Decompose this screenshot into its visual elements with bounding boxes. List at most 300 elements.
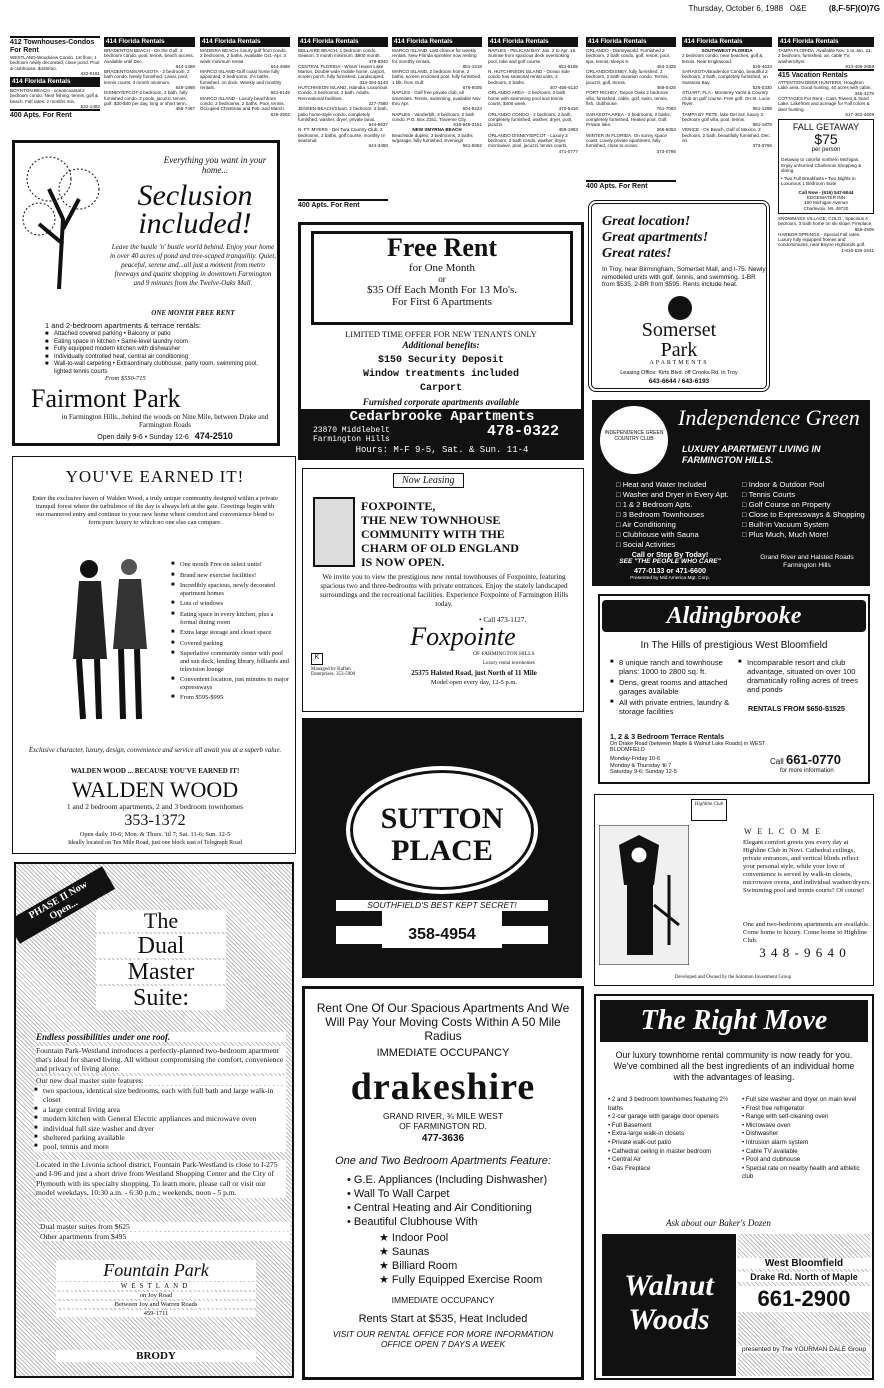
listing: BELLAIRE BEACH, 1 bedroom condo. Season, 3 month minimum. $900 month. — [298, 48, 381, 59]
feature-item: ■ Eating space in kitchen • Same-level laundry room — [45, 339, 275, 347]
hours-line: Monday-Friday 10-6 — [610, 756, 661, 762]
highline-developer: Developed and Owned by the Solomon Investment Group — [674, 975, 792, 980]
foxpointe-call: • Call 473-1127. — [479, 616, 527, 624]
fairmont-from: From $550-715 — [105, 375, 146, 382]
drakeshire-ad — [302, 986, 584, 1380]
listing-phone: 644-9637 — [368, 122, 388, 128]
feature-item: ■ One month Free on select units! — [171, 561, 291, 569]
walden-name: WALDEN WOOD — [71, 777, 239, 802]
listing: ORLANDO DISNEY/EPCOT - Luxury 2 bedroom, 2 bath condo, washer, dryer, microwave, pool, jacuzzi, tennis courts. — [488, 132, 568, 149]
feature-item: ■ a large central living area — [34, 1105, 286, 1114]
section-heading: 414 Florida Rentals — [200, 37, 290, 47]
feature-item: □ 1 & 2 Bedroom Apts. — [616, 500, 693, 509]
page-header: Thursday, October 6, 1988 O&E (8,F-5F)(O)7G — [688, 4, 880, 13]
dual-intro: Fountain Park-Westland introduces a perfectly-planned two-bedroom apartment that's ideal for shared living. All without compromising the comfort, convenience and privacy of living alone. — [36, 1046, 286, 1073]
feature-item: ■ Wall-to-wall carpeting • Extraordinary clubhouse, party room, swimming pool, lighted tennis courts — [45, 361, 275, 376]
section-heading: 414 Florida Rentals — [586, 37, 676, 47]
independence-see: SEE "THE PEOPLE WHO CARE" — [619, 558, 721, 565]
feature-item: • Extra-large walk-in closets — [608, 1130, 685, 1138]
fairmont-park-ad — [12, 140, 280, 446]
independence-presented: Presented by Mid America Mgt. Corp. — [630, 576, 710, 581]
fairmont-hours: Open daily 9-6 • Sunday 12-6 — [97, 434, 189, 441]
listing-phone: 981-1879 — [752, 122, 772, 128]
dual-price-2: Other apartments from $495 — [40, 1232, 290, 1241]
getaway-call: Call Now - (616) 547-6044 — [798, 189, 854, 195]
drakeshire-location — [305, 1111, 581, 1131]
section-heading: 414 Florida Rentals — [682, 37, 772, 47]
listing: MARCO ISLAND - Luxury beachfront condo. 2 bedrooms, 2 baths. Pool, tennis. Occupied Christmas and Feb. and March. — [200, 95, 286, 112]
somerset-phones: 643-6644 / 643-6193 — [648, 378, 710, 385]
listing: TAMPA FLORIDA. Available Nov. 1 to Jan. 21, 2 bedroom, furnished, air, cable TV, washer/dryer. — [778, 48, 872, 64]
feature-item: ■ sheltered parking available — [34, 1133, 286, 1142]
free-rent-title: Free Rent — [387, 233, 497, 262]
walden-tag: Exclusive character, luxury, design, convenience and service all await you at a superb value. — [28, 747, 282, 754]
section-heading: 414 Florida Rentals — [10, 77, 100, 87]
aldingbrooke-road: On Drake Road (between Maple & Walnut Lake Roads) in WEST BLOOMFIELD — [610, 741, 766, 754]
getaway-addr: 100 Michigan Avenue — [804, 200, 848, 206]
feature-item: • Central Air — [608, 1156, 641, 1164]
walden-sub: 1 and 2 bedroom apartments, 2 and 3 bedroom townhomes — [66, 802, 244, 811]
right-move-left — [608, 1096, 734, 1173]
cedarbrooke-hours: Hours: M-F 9-5, Sat. & Sun. 11-4 — [355, 445, 529, 455]
listing-phone: 345-4278 — [854, 90, 874, 96]
getaway-title: FALL GETAWAY — [792, 122, 860, 133]
cedarbrooke-ad — [298, 222, 584, 460]
listing: VENICE - On Beach, Gulf of Mexico. 2 bedroom, 2 bath, beautifully furnished. Dec. on. — [682, 127, 771, 144]
aldingbrooke-more: for more information — [780, 768, 834, 774]
independence-location: Grand River and Halsted Roads Farmington Hills — [760, 554, 854, 569]
classified-column-2 — [102, 36, 197, 124]
drakeshire-phone: 477-3636 — [421, 1133, 465, 1144]
feature-item: ■ Incomparable resort and club advantage, situated on over 100 dramatically rolling acres of trees and ponds — [738, 658, 866, 694]
independence-phones: 477-0133 or 471-6600 — [634, 566, 706, 575]
listing-phone: 455-7467 — [175, 106, 195, 112]
sutton-tag: SOUTHFIELD'S BEST KEPT SECRET! — [336, 900, 548, 911]
right-move-dozen: Ask about our Baker's Dozen — [666, 1218, 771, 1228]
aldingbrooke-ad — [598, 594, 870, 784]
section-heading: 414 Florida Rentals — [298, 37, 388, 47]
feature-item: • Wall To Wall Carpet — [347, 1188, 450, 1200]
fairmont-hours-line — [55, 431, 275, 441]
listing: STUART, FLA - Monterey Yacht & Country Club on golf course. Free golf. On St. Lucie River. — [682, 90, 771, 106]
benefit-deposit: $150 Security Deposit — [377, 355, 505, 366]
walden-slogan: WALDEN WOOD ... BECAUSE YOU'VE EARNED IT! — [70, 767, 240, 775]
drakeshire-headline: Rent One Of Our Spacious Apartments And We Will Pay Your Moving Costs Within A 50 Mile Radius — [316, 1001, 570, 1043]
aldingbrooke-left — [610, 658, 738, 716]
listing: WESTLAND-Woodview Condo, 1st floor, 1 bedroom newly decorated, close pond. Pool & clubhouse. $425/mo. — [10, 55, 100, 71]
drakeshire-visit: VISIT OUR RENTAL OFFICE FOR MORE INFORMATION OFFICE OPEN 7 DAYS A WEEK — [332, 1329, 554, 1349]
aldingbrooke-hours — [610, 756, 730, 776]
walden-wood-ad — [12, 456, 296, 854]
walnut-woods-area: West Bloomfield — [738, 1258, 870, 1269]
listing: MARCO ISLAND-Gulf coast home fully appointed, 2 bedrooms, 2½ baths, furnished, on dock. Weekly and monthly rentals. — [200, 69, 282, 91]
address-line: 23870 Middlebelt — [313, 426, 390, 435]
fountain-park-between: Between Joy and Warren Roads — [56, 1301, 256, 1308]
feature-item: □ Golf Course on Property — [742, 500, 831, 509]
hours-line: Monday & Thursday 'til 7 — [610, 762, 672, 769]
classified-column-1 — [8, 36, 102, 136]
listing: MADEIRA BEACH, luxury gulf front condo, 2 bedrooms, 2 baths. Available Oct.-Apr. 3 week minimum rental. — [200, 48, 287, 64]
listing-phone: 813-406-2658 — [845, 63, 874, 69]
walden-headline: YOU'VE EARNED IT! — [65, 467, 245, 486]
sutton-name-1: SUTTON — [380, 802, 504, 835]
walden-intro: Enter the exclusive haven of Walden Wood, a truly unique community designed within a private tranquil forest where the turbulence of the day is always left at the gate. Greetings begin with our mannered entry and continue to your new home where comfort and convenience blend to form pure luxury to which no one else can compare. — [32, 495, 278, 526]
feature-item: ★ Indoor Pool — [379, 1232, 449, 1244]
walnut-woods-info — [738, 1234, 870, 1376]
feature-item: • Range with self-cleaning oven — [742, 1113, 829, 1121]
listing-phone: 1-616-526-2641 — [841, 247, 874, 253]
country-club-seal — [600, 406, 668, 474]
listing: COTTAGES For Rent - Cass Towers & Sand Lake. Lakefront and acreage for Fall colors & deer hunting. — [778, 96, 870, 112]
feature-item: □ Clubhouse with Sauna — [616, 530, 699, 539]
classified-column-6 — [486, 36, 580, 216]
dual-title-4: Suite: — [96, 986, 226, 1010]
feature-item: ■ modern kitchen with General Electric appliances and microwave oven — [34, 1114, 286, 1123]
feature-item: □ Washer and Dryer in Every Apt. — [616, 490, 729, 499]
section-heading: 414 Florida Rentals — [392, 37, 482, 47]
fairmont-features — [45, 331, 275, 376]
feature-item: □ Indoor & Outdoor Pool — [742, 480, 825, 489]
seal-text: INDEPENDENCE GREEN COUNTRY CLUB — [604, 430, 664, 442]
cedarbrooke-footer — [301, 409, 583, 460]
listing-phone: 665-4505 — [854, 226, 874, 232]
feature-item: □ Tennis Courts — [742, 490, 795, 499]
listing-phone: 373-0766 — [656, 148, 676, 154]
free-rent-line-3: For First 6 Apartments — [392, 296, 492, 308]
section-heading: 414 Florida Rentals — [488, 37, 578, 47]
feature-item: • Cable TV available — [742, 1147, 798, 1155]
free-rent-line-1: for One Month — [409, 262, 475, 274]
feature-item: ■ Incredibly spacious, newly decorated apartment homes — [171, 582, 291, 597]
listing: MARCO ISLAND, 2 bedroom home, 2 baths, screen enclosed pool, fully furnished. 1 blk. from Gulf. — [392, 69, 482, 85]
foxpointe-address: 25375 Halsted Road, just North of 11 Mile — [411, 669, 537, 677]
feature-item: • Beautiful Clubhouse With — [347, 1216, 478, 1228]
listing: 2 bedroom condo, near beaches, golf & tennis. Near Englewood. — [682, 53, 763, 64]
listing-phone: 532-1482 — [80, 104, 100, 110]
aldingbrooke-right — [738, 658, 866, 694]
highline-welcome: W E L C O M E — [744, 827, 822, 836]
walden-hours: Open daily 10-6; Mon. & Thurs. 'til 7; Sat. 11-6; Sun. 12-5 — [79, 831, 231, 838]
listing: WINTER IN FLORIDA. On sunny space coast. Lovely private apartment, fully furnished, close to ocean. — [586, 132, 667, 149]
independence-green-ad — [592, 400, 870, 586]
cedarbrooke-address — [313, 426, 390, 444]
feature-item: ■ Convenient location, just minutes to major expressways — [171, 676, 291, 691]
highline-phone: 3 4 8 - 9 6 4 0 — [759, 945, 847, 960]
listing: Beachside duplex, 2 bedrooms, 2 baths w/garage, fully furnished. Evenings — [392, 132, 473, 144]
feature-item: • G.E. Appliances (Including Dishwasher) — [347, 1174, 548, 1186]
somerset-body: In Troy, near Birmingham, Somerset Mall, and I-75. Newly remodeled units with golf, tennis, and swimming. 1-BR from $535. 2-BR from $595. Rents include heat. — [602, 266, 766, 289]
listing-phone: 459-1983 — [558, 127, 578, 133]
feature-item: ■ Fully equipped modern kitchen with dishwasher — [45, 346, 275, 354]
feature-item: • Intrusion alarm system — [742, 1138, 809, 1146]
listing: ORLANDO/DISNEY, fully furnished, 2 bedroom, 2 bath vacation condo. Tennis, jacuzzi, golf, tennis. — [586, 69, 669, 85]
listing-phone: 644-3450 — [368, 143, 388, 149]
now-leasing: Now Leasing — [393, 473, 464, 488]
listing: JENSEN BEACH/Stuart, 2 bedroom, 2 bath, patio home-style condo, completely furnished, washer, dryer, private lanai. — [298, 106, 388, 122]
feature-item: • Special rate on nearby health and athletic club — [742, 1164, 860, 1181]
feature-item: ■ Eating space in every kitchen, plus a formal dining room — [171, 611, 291, 626]
fountain-park-sub: WESTLAND — [56, 1282, 256, 1290]
fairmont-location: in Farmington Hills...behind the woods on Nine Mile, between Drake and Farmington Roads — [61, 413, 269, 429]
feature-item: • Dishwasher — [742, 1130, 779, 1138]
fairmont-headline-2: included! — [138, 207, 252, 240]
fox-emblem-icon — [313, 497, 355, 567]
dual-title-1: The — [96, 910, 226, 932]
section-heading: 415 Vacation Rentals — [778, 69, 874, 80]
listing: PORT RICHEY, Tarpon Oaks 2 bedroom villa, furnished, cable, golf, swim, tennis, fish, clubhouse. — [586, 90, 669, 106]
listing: CENTRAL FLORIDA - Winter Haven Lake Marion. Double wide mobile home, carport, screen porch, fully furnished. Landscaped. — [298, 63, 386, 80]
listing: MARCO ISLAND: Last chance for weekly rentals. New Florida sprinkler now renting for monthly rentals. — [392, 48, 477, 64]
benefit-carport: Carport — [419, 383, 462, 394]
listing-phone: 504-9224 — [462, 106, 482, 112]
highline-logo: Highline Club — [691, 799, 727, 821]
feature-item: ■ pool, tennis and more — [34, 1142, 286, 1151]
phase-banner: PHASE II Now Open... — [14, 866, 115, 944]
fairmont-phone: 474-2510 — [194, 431, 233, 441]
listing: DISNEY/EPCOT-2 bedroom, 2 bath, fully furnished condo. 2 pools, jacuzzi, tennis, golf. $30-$40 per day, long or short term. — [104, 90, 188, 106]
listing-phone: 227-7580 — [368, 100, 388, 106]
listing-phone: 616-946-3151 — [453, 122, 482, 128]
headline-line: COMMUNITY WITH THE — [361, 527, 505, 541]
listing-phone: 644-1458 — [175, 63, 195, 69]
listing-phone: 478-6940 — [368, 58, 388, 64]
listing: ORLANDO - Disneyworld. Furnished 2 bedroom, 2 bath condo, golf, resort, pool, spa, tennis, sleeps 6. — [586, 48, 671, 64]
feature-item: • Private walk-out patio — [608, 1138, 672, 1146]
listing-phone: 648-1868 — [175, 85, 195, 91]
city-line: Farmington Hills — [313, 435, 390, 444]
classified-column-3 — [198, 36, 292, 124]
listing-phone: 625-4634 — [752, 63, 772, 69]
benefit-window: Window treatments included — [362, 369, 520, 380]
getaway-price: $75 — [814, 131, 838, 148]
listing: NAPLES - PELICAN BAY. Jan. 2 to Apr. 15. Sunrise from spacious deck overlooking pool, lake and golf course. — [488, 48, 577, 64]
feature-item: • 2-car garage with garage door openers — [608, 1113, 719, 1121]
listing: TAMPA BY PETE, lake Del Sol, luxury 2 bedroom golf villa, pool, tennis. — [682, 111, 764, 122]
drakeshire-occupancy-2: IMMEDIATE OCCUPANCY — [391, 1295, 495, 1305]
fairmont-tagline: Everything you want in your home... — [163, 155, 267, 175]
drakeshire-occupancy: IMMEDIATE OCCUPANCY — [376, 1047, 510, 1059]
listing: NAPLES - Vanderbilt, 3 bedroom, 2 bath condo. P.O. Box 3151, Traverse City. — [392, 111, 475, 122]
walnut-woods-name-2: Woods — [628, 1303, 710, 1336]
listing-phone: 266-5053 — [656, 127, 676, 133]
feature-item: ■ All with private entries, laundry & storage facilities — [610, 698, 738, 716]
feature-item: □ Heat and Water Included — [616, 480, 707, 489]
feature-item: ■ Superlative community center with pool and sun deck, lending library, billiards and television lounge — [171, 650, 291, 673]
furnished-note: Furnished corporate apartments available — [362, 397, 520, 407]
listing: SNOWMASS VILLAGE, COLO., Spacious 4 bedroom, 3 bath home on ski slope. Fireplace. — [778, 215, 873, 227]
somerset-sub: APARTMENTS — [649, 360, 709, 366]
feature-item: • Pool and clubhouse — [742, 1156, 801, 1164]
location-line: GRAND RIVER, ¾ MILE WEST — [383, 1111, 503, 1121]
classified-column-7 — [584, 36, 678, 196]
free-rent-box — [311, 231, 573, 325]
dual-tag: Endless possibilities under one roof. — [36, 1032, 286, 1042]
getaway-text2: • Two Full Breakfasts • Two Nights in Luxurious 1 Bedroom Suite — [781, 176, 856, 187]
right-move-right — [742, 1096, 868, 1182]
walnut-woods-logo — [602, 1234, 736, 1376]
listing: SARASOTA/Bradenton Condo, beautiful 2 bedroom, 2 bath, completely furnished, on Sarasota Bay. — [682, 69, 768, 85]
headline-line: Great rates! — [602, 246, 672, 261]
aldingbrooke-rentals: RENTALS FROM $650-$1525 — [748, 704, 845, 713]
listing-phone: 525-0330 — [752, 85, 772, 91]
call-label: Call — [770, 757, 784, 766]
somerset-logo-icon — [668, 296, 692, 320]
listing-title: NEW SMYRNA BEACH — [412, 127, 462, 133]
fountain-park-name: Fountain Park — [56, 1260, 256, 1281]
feature-item: ■ Extra large storage and closet space — [171, 629, 291, 637]
listing-phone: 644-4868 — [270, 63, 290, 69]
listing-phone: 626-2502 — [270, 111, 290, 117]
section-heading: 400 Apts. For Rent — [10, 109, 100, 120]
somerset-name-2: Park — [660, 339, 698, 361]
aldingbrooke-call-line — [770, 752, 841, 767]
feature-item: • Frost free refrigerator — [742, 1104, 805, 1112]
aldingbrooke-terrace: 1, 2 & 3 Bedroom Terrace Rentals — [610, 732, 725, 741]
somerset-office: Leasing Office: Kirts Blvd. off Crooks Rd. in Troy — [620, 370, 738, 376]
location-line: OF FARMINGTON RD. — [399, 1121, 487, 1131]
listing: HUTCHINSON ISLAND, Islandia. Luxurious Condo, 2 bedrooms, 2 bath. Adults. Recreational facilities. — [298, 85, 388, 101]
feature-item: ■ Brand new exercise facilities! — [171, 572, 291, 580]
sutton-phone: 358-4954 — [336, 926, 548, 944]
drakeshire-price: Rents Start at $535, Heat Included — [358, 1313, 528, 1325]
feature-item: □ Air Conditioning — [616, 520, 676, 529]
right-move-intro: Our luxury townhome rental community is now ready for you. We've combined all the best ingredients of an individual home with the advantages of leasing. — [613, 1050, 855, 1082]
listing-phone: 676-6005 — [462, 85, 482, 91]
listing-phone: 761-7063 — [656, 106, 676, 112]
walnut-woods-phone: 661-2900 — [738, 1286, 870, 1312]
feature-item: • Gas Fireplace — [608, 1164, 651, 1172]
listing-phone: 651-5185 — [558, 63, 578, 69]
drakeshire-feature-heading: One and Two Bedroom Apartments Feature: — [335, 1155, 551, 1167]
foxpointe-body: We invite you to view the prestigious new rental townhouses of Foxpointe, featuring spacious two and three-bedrooms with private entrances. Enjoy the stately landscaped surroundings and the recreational facilities. Experience Foxpointe of Farmington Hills today. — [319, 573, 569, 608]
headline-line: Great location! — [602, 214, 691, 229]
listing: ORLANDO AREA - 2 bedroom, 2 bath home with swimming pool and tennis courts, $400 week. — [488, 90, 566, 106]
somerset-name-1: Somerset — [641, 319, 717, 341]
section-heading: 414 Florida Rentals — [778, 37, 874, 47]
walden-phone: 353-1372 — [124, 812, 186, 829]
tree-illustration — [19, 149, 109, 289]
getaway-text: Getaway to colorful northern Michigan. Enjoy unhurried Charlevoix Shopping & dining. — [781, 157, 862, 173]
dual-title-3: Master — [96, 960, 226, 984]
dual-body: Located in the Livonia school district, Fountain Park-Westland is close to I-275 and I-96 and just a short drive from Westland Shopping Center and the City of Plymouth with its specialty shopping. To learn more, please call or visit our model weekdays, 10:30 a.m. - 6:30 p.m.; weekends, noon - 5 p.m. — [36, 1160, 286, 1198]
classified-column-8 — [680, 36, 774, 196]
feature-item: □ Built-in Vacuum System — [742, 520, 829, 529]
section-heading: 400 Apts. For Rent — [586, 180, 676, 191]
headline-line: FOXPOINTE, — [361, 499, 436, 513]
feature-item: ■ Individually controlled heat, central air conditioning — [45, 354, 275, 362]
walnut-woods-road: Drake Rd. North of Maple — [738, 1272, 870, 1282]
listing-phone: 561-5652 — [462, 143, 482, 149]
getaway-per: per person — [811, 147, 841, 154]
listing: SARASOTA AREA - 2 bedrooms, 2 baths, completely furnished. Heated pool, Golf. Private lake. — [586, 111, 671, 128]
listing: ORLANDO CONDO - 2 bedroom, 2 bath, completely furnished, washer, dryer, pool, jacuzzi. — [488, 111, 573, 128]
listing-phone: 422-5181 — [80, 70, 100, 76]
fountain-park-road: on Joy Road — [56, 1292, 256, 1299]
cedarbrooke-phone: 478-0322 — [487, 423, 560, 440]
drakeshire-name: drakeshire — [350, 1066, 536, 1108]
hours-line: Saturday 9-6; Sunday 12-5 — [610, 769, 677, 776]
aldingbrooke-name: Aldingbrooke — [666, 603, 802, 629]
foxpointe-lux: Luxury rental townhomes — [483, 661, 535, 666]
dual-features — [34, 1086, 286, 1152]
fairmont-body: Leave the hustle 'n' bustle world behind. Enjoy your home in over 40 acres of pond and tree-scaped tranquility. Quiet, peaceful, serene and...all just a moment from metro freeways and quaint shopping in downtown Farmington and 9 minutes from the Twelve-Oaks Mall. — [109, 243, 277, 287]
walden-location: Ideally located on Ten Mile Road, just one block east of Telegraph Road — [68, 840, 242, 846]
highline-body: Elegant comfort greets you every day at Highline Club in Novi. Cathedral ceilings, private entrances, and vertical blinds reflect your personal style, while your love of convenience is served by walk-in closets, microwave ovens, and individual washer/dryers. Swimming pool and tennis courts? Of course! — [743, 839, 871, 894]
foxpointe-ad — [302, 468, 584, 712]
feature-item: ■ 8 unique ranch and townhouse plans: 1000 to 2800 sq. ft. — [610, 658, 738, 676]
dual-title-2: Dual — [96, 934, 226, 958]
independence-call: Call or Stop By Today! — [631, 550, 709, 559]
listing: HARBOR SPRINGS - Special Fall rates. Luxury fully equipped homes and condominiums, near Boyne Highlands golf. — [778, 231, 866, 248]
additional-benefits: Additional benefits: — [402, 341, 480, 351]
foxpointe-logo-sub: OF FARMINGTON HILLS — [473, 651, 535, 657]
foxpointe-logo: Foxpointe — [410, 622, 516, 651]
limited-offer: LIMITED TIME OFFER FOR NEW TENANTS ONLY — [345, 329, 537, 339]
feature-item: ■ two spacious, identical size bedrooms, each with full bath and large walk-in closet — [34, 1086, 286, 1105]
cedarbrooke-name: Cedarbrooke Apartments — [349, 409, 535, 425]
aldingbrooke-tag: In The Hills of prestigious West Bloomfield — [640, 640, 828, 651]
section-heading: 414 Florida Rentals — [104, 37, 195, 47]
feature-item: ■ From $595-$995 — [171, 694, 291, 702]
classified-column-9 — [776, 36, 876, 396]
feature-item: ★ Saunas — [379, 1246, 430, 1258]
independence-sub: LUXURY APARTMENT LIVING IN FARMINGTON HILLS. — [682, 444, 821, 465]
right-move-title: The Right Move — [640, 1005, 828, 1036]
headline-line: IS NOW OPEN. — [361, 555, 445, 569]
feature-item: ★ Billiard Room — [379, 1260, 458, 1272]
listing-phone: 458-0425 — [656, 85, 676, 91]
walden-features — [171, 561, 291, 702]
fairmont-name: Fairmont Park — [31, 384, 181, 413]
fairmont-sub: 1 and 2-bedroom apartments & terrace rentals: — [45, 321, 201, 330]
doorman-illustration — [599, 825, 689, 965]
drakeshire-features — [347, 1173, 577, 1229]
foxpointe-headline — [361, 499, 519, 569]
couple-illustration — [49, 549, 169, 729]
feature-item: □ Plus Much, Much More! — [742, 530, 829, 539]
highline-body-2: One and two-bedroom apartments are available. Come home to luxury. Come home to Highline Club. — [743, 921, 870, 944]
right-move-ad — [594, 994, 874, 1380]
feature-item: • Full size washer and dryer on main level — [742, 1096, 857, 1103]
somerset-park-ad — [588, 200, 770, 392]
listing: ATTENTION DEER HUNTERS. Houghton Lake area. Good hunting, 40 acres with cabin. — [778, 80, 872, 91]
listing-phone: 373-0766 — [752, 143, 772, 149]
headline-line: CHARM OF OLD ENGLAND — [361, 541, 519, 555]
feature-item: • Central Heating and Air Conditioning — [347, 1202, 532, 1214]
independence-left — [616, 480, 744, 550]
feature-item: • 2 and 3 bedroom townhomes featuring 2½ baths — [608, 1096, 729, 1112]
dual-lead: Our new dual master suite features: — [36, 1076, 286, 1085]
drakeshire-clubhouse — [379, 1231, 579, 1287]
listing-phone: 313-394-5140 — [359, 79, 388, 85]
independence-right — [742, 480, 866, 540]
developer-logo: BRODY — [56, 1350, 256, 1362]
listing-phone: 961-1298 — [752, 106, 772, 112]
somerset-headline — [602, 214, 766, 262]
classified-column-5 — [390, 36, 484, 216]
listing-phone: 471-0777 — [558, 148, 578, 154]
aldingbrooke-phone: 661-0770 — [786, 752, 841, 767]
free-rent-or: or — [438, 274, 446, 284]
listing-title: SOUTHWEST FLORIDA — [701, 48, 753, 53]
dual-price-1: Dual master suites from $625 — [40, 1222, 290, 1231]
section-heading: 400 Apts. For Rent — [298, 199, 388, 210]
feature-item: • Full Basement — [608, 1121, 652, 1129]
fountain-park-phone: 459-1711 — [56, 1310, 256, 1317]
foxpointe-model: Model open every day, 12-5 p.m. — [430, 679, 518, 686]
sutton-name-2: PLACE — [391, 834, 493, 867]
fall-getaway-ad — [778, 119, 874, 214]
